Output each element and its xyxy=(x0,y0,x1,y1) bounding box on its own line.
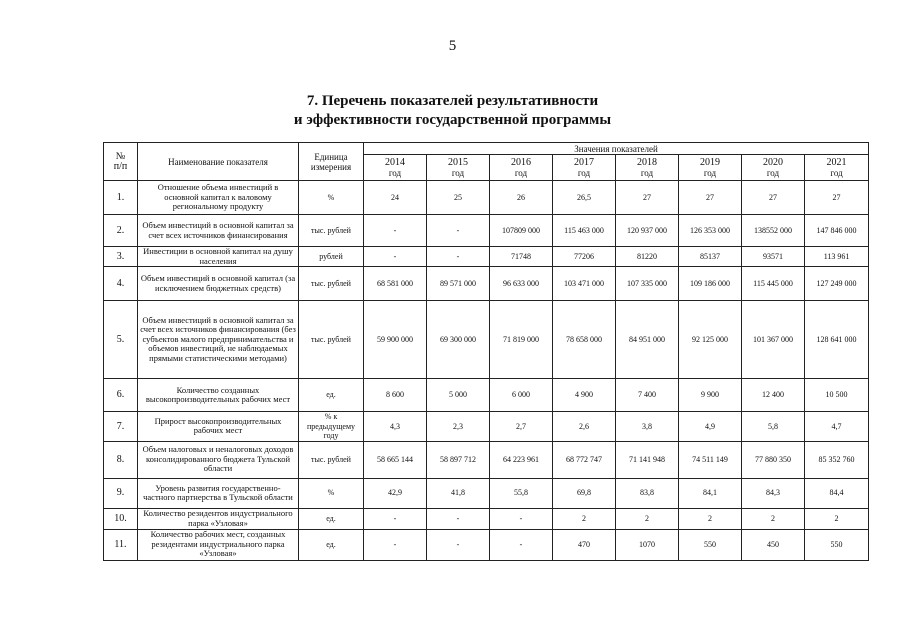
header-year-value: 2017 xyxy=(574,157,594,168)
indicator-value: - xyxy=(427,215,490,247)
header-year xyxy=(616,155,679,181)
indicator-value: 84 951 000 xyxy=(616,301,679,379)
indicator-value: 2 xyxy=(616,508,679,529)
row-number: 1. xyxy=(104,181,138,215)
header-year-value: 2016 xyxy=(511,157,531,168)
indicator-value: - xyxy=(364,247,427,267)
indicator-value: 71 819 000 xyxy=(490,301,553,379)
indicator-value: 115 463 000 xyxy=(553,215,616,247)
indicator-value: 74 511 149 xyxy=(679,441,742,478)
indicator-value: 115 445 000 xyxy=(742,267,805,301)
indicator-value: 128 641 000 xyxy=(805,301,869,379)
title-line-2: и эффективности государственной программы xyxy=(293,112,612,128)
indicator-value: 1070 xyxy=(616,529,679,560)
indicator-value: 550 xyxy=(805,529,869,560)
page-number: 5 xyxy=(448,38,457,54)
header-year-value: 2019 xyxy=(700,157,720,168)
indicator-value: 101 367 000 xyxy=(742,301,805,379)
table-body xyxy=(104,181,869,561)
row-number: 7. xyxy=(104,412,138,442)
indicator-value: 26 xyxy=(490,181,553,215)
table-row xyxy=(104,267,869,301)
table-row xyxy=(104,215,869,247)
indicator-value: 77 880 350 xyxy=(742,441,805,478)
indicator-value: 27 xyxy=(616,181,679,215)
title-line-1: 7. Перечень показателей результативности xyxy=(306,93,599,109)
indicator-value: 7 400 xyxy=(616,379,679,412)
indicator-value: 64 223 961 xyxy=(490,441,553,478)
indicator-value: 41,8 xyxy=(427,478,490,508)
indicator-value: 59 900 000 xyxy=(364,301,427,379)
indicator-unit: % к предыдущему году xyxy=(299,412,364,442)
indicator-value: 69 300 000 xyxy=(427,301,490,379)
header-year-value: 2018 xyxy=(637,157,657,168)
indicator-value: 71748 xyxy=(490,247,553,267)
indicator-unit: рублей xyxy=(299,247,364,267)
header-year-value: 2021 xyxy=(826,157,847,168)
indicator-value: 96 633 000 xyxy=(490,267,553,301)
indicator-value: - xyxy=(427,529,490,560)
indicator-value: 8 600 xyxy=(364,379,427,412)
indicator-name: Объем налоговых и неналоговых доходов консолидированного бюджета Тульской области xyxy=(138,441,299,478)
indicator-value: 103 471 000 xyxy=(553,267,616,301)
indicator-value: 4,7 xyxy=(805,412,869,442)
header-year-suffix: год xyxy=(388,168,402,178)
indicator-value: 85 352 760 xyxy=(805,441,869,478)
indicator-value: 126 353 000 xyxy=(679,215,742,247)
indicator-value: 10 500 xyxy=(805,379,869,412)
header-year xyxy=(805,155,869,181)
indicator-unit: ед. xyxy=(299,379,364,412)
indicator-name: Объем инвестиций в основной капитал за счет всех источников финансирования xyxy=(138,215,299,247)
indicators-table xyxy=(103,142,869,561)
indicator-value: - xyxy=(490,529,553,560)
row-number: 6. xyxy=(104,379,138,412)
table-row xyxy=(104,441,869,478)
row-number: 11. xyxy=(104,529,138,560)
indicator-value: 26,5 xyxy=(553,181,616,215)
indicator-value: 470 xyxy=(553,529,616,560)
indicator-name: Инвестиции в основной капитал на душу населения xyxy=(138,247,299,267)
indicator-value: 55,8 xyxy=(490,478,553,508)
row-number: 4. xyxy=(104,267,138,301)
indicator-value: 4,3 xyxy=(364,412,427,442)
indicator-name: Отношение объема инвестиций в основной капитал к валовому региональному продукту xyxy=(138,181,299,215)
indicator-value: 58 897 712 xyxy=(427,441,490,478)
indicator-value: 2 xyxy=(553,508,616,529)
indicator-value: 42,9 xyxy=(364,478,427,508)
indicator-name: Количество созданных высокопроизводительных рабочих мест xyxy=(138,379,299,412)
indicator-value: 107809 000 xyxy=(490,215,553,247)
indicator-value: 550 xyxy=(679,529,742,560)
indicator-name: Прирост высокопроизводительных рабочих мест xyxy=(138,412,299,442)
header-year xyxy=(742,155,805,181)
indicator-value: - xyxy=(427,247,490,267)
indicator-value: 85137 xyxy=(679,247,742,267)
header-unit: Единица измерения xyxy=(299,143,364,181)
indicator-name: Количество резидентов индустриального парка «Узловая» xyxy=(138,508,299,529)
header-year xyxy=(490,155,553,181)
header-name: Наименование показателя xyxy=(138,143,299,181)
table-header xyxy=(104,143,869,181)
indicator-unit: % xyxy=(299,181,364,215)
indicator-value: 138552 000 xyxy=(742,215,805,247)
table-row xyxy=(104,508,869,529)
indicator-value: 27 xyxy=(805,181,869,215)
indicator-value: 24 xyxy=(364,181,427,215)
indicator-value: 27 xyxy=(679,181,742,215)
indicator-value: 109 186 000 xyxy=(679,267,742,301)
indicator-value: 69,8 xyxy=(553,478,616,508)
indicator-value: 71 141 948 xyxy=(616,441,679,478)
indicator-value: 84,3 xyxy=(742,478,805,508)
table-row xyxy=(104,379,869,412)
indicator-name: Объем инвестиций в основной капитал (за исключением бюджетных средств) xyxy=(138,267,299,301)
header-year-suffix: год xyxy=(577,168,591,178)
indicator-value: 83,8 xyxy=(616,478,679,508)
indicator-value: 89 571 000 xyxy=(427,267,490,301)
indicator-value: 12 400 xyxy=(742,379,805,412)
indicator-name: Объем инвестиций в основной капитал за счет всех источников финансирования (без субъектов малого предпринимательства и объемов инвестиций, не наблюдаемых прямыми статистическими методами) xyxy=(138,301,299,379)
indicator-value: 147 846 000 xyxy=(805,215,869,247)
indicator-value: - xyxy=(490,508,553,529)
indicator-value: 68 581 000 xyxy=(364,267,427,301)
indicator-value: 5 000 xyxy=(427,379,490,412)
indicator-value: - xyxy=(364,215,427,247)
row-number: 2. xyxy=(104,215,138,247)
indicator-value: 84,1 xyxy=(679,478,742,508)
indicator-value: 2 xyxy=(679,508,742,529)
indicator-value: 127 249 000 xyxy=(805,267,869,301)
indicator-value: 2 xyxy=(742,508,805,529)
header-year xyxy=(679,155,742,181)
indicator-value: 450 xyxy=(742,529,805,560)
header-year xyxy=(427,155,490,181)
indicator-value: 4,9 xyxy=(679,412,742,442)
indicator-value: 92 125 000 xyxy=(679,301,742,379)
header-year-value: 2020 xyxy=(763,157,783,168)
row-number: 3. xyxy=(104,247,138,267)
header-year-suffix: год xyxy=(514,168,528,178)
row-number: 8. xyxy=(104,441,138,478)
indicator-value: 84,4 xyxy=(805,478,869,508)
indicator-unit: тыс. рублей xyxy=(299,301,364,379)
header-year-value: 2014 xyxy=(385,157,405,168)
indicator-unit: тыс. рублей xyxy=(299,215,364,247)
indicator-name: Уровень развития государственно-частного партнерства в Тульской области xyxy=(138,478,299,508)
header-num: № п/п xyxy=(104,143,138,181)
table-row xyxy=(104,247,869,267)
indicator-value: 113 961 xyxy=(805,247,869,267)
table-row xyxy=(104,301,869,379)
indicator-unit: тыс. рублей xyxy=(299,441,364,478)
table-row xyxy=(104,529,869,560)
header-values-group: Значения показателей xyxy=(364,143,869,155)
header-year-suffix: год xyxy=(703,168,717,178)
indicator-name: Количество рабочих мест, созданных резидентами индустриального парка «Узловая» xyxy=(138,529,299,560)
row-number: 5. xyxy=(104,301,138,379)
indicator-unit: % xyxy=(299,478,364,508)
indicator-value: 107 335 000 xyxy=(616,267,679,301)
indicator-value: - xyxy=(364,529,427,560)
header-year-suffix: год xyxy=(451,168,465,178)
indicator-value: 3,8 xyxy=(616,412,679,442)
indicator-value: 68 772 747 xyxy=(553,441,616,478)
indicator-value: 77206 xyxy=(553,247,616,267)
indicator-value: 2,6 xyxy=(553,412,616,442)
row-number: 10. xyxy=(104,508,138,529)
header-year-suffix: год xyxy=(766,168,780,178)
indicator-value: 6 000 xyxy=(490,379,553,412)
indicator-value: 25 xyxy=(427,181,490,215)
header-year xyxy=(553,155,616,181)
indicator-value: 58 665 144 xyxy=(364,441,427,478)
document-title xyxy=(0,92,905,130)
indicator-value: 4 900 xyxy=(553,379,616,412)
indicator-value: 2,3 xyxy=(427,412,490,442)
table-row xyxy=(104,181,869,215)
header-year-suffix: год xyxy=(640,168,654,178)
indicator-unit: ед. xyxy=(299,508,364,529)
indicator-unit: ед. xyxy=(299,529,364,560)
indicator-value: - xyxy=(364,508,427,529)
indicator-value: 120 937 000 xyxy=(616,215,679,247)
indicator-value: 27 xyxy=(742,181,805,215)
indicator-value: 2 xyxy=(805,508,869,529)
row-number: 9. xyxy=(104,478,138,508)
indicator-value: 9 900 xyxy=(679,379,742,412)
header-year-value: 2015 xyxy=(448,157,468,168)
table-row xyxy=(104,412,869,442)
header-year-suffix: год xyxy=(830,168,843,178)
header-year xyxy=(364,155,427,181)
indicator-value: 93571 xyxy=(742,247,805,267)
indicator-unit: тыс. рублей xyxy=(299,267,364,301)
table-row xyxy=(104,478,869,508)
indicator-value: 2,7 xyxy=(490,412,553,442)
indicator-value: 5,8 xyxy=(742,412,805,442)
indicator-value: 81220 xyxy=(616,247,679,267)
indicator-value: - xyxy=(427,508,490,529)
indicator-value: 78 658 000 xyxy=(553,301,616,379)
